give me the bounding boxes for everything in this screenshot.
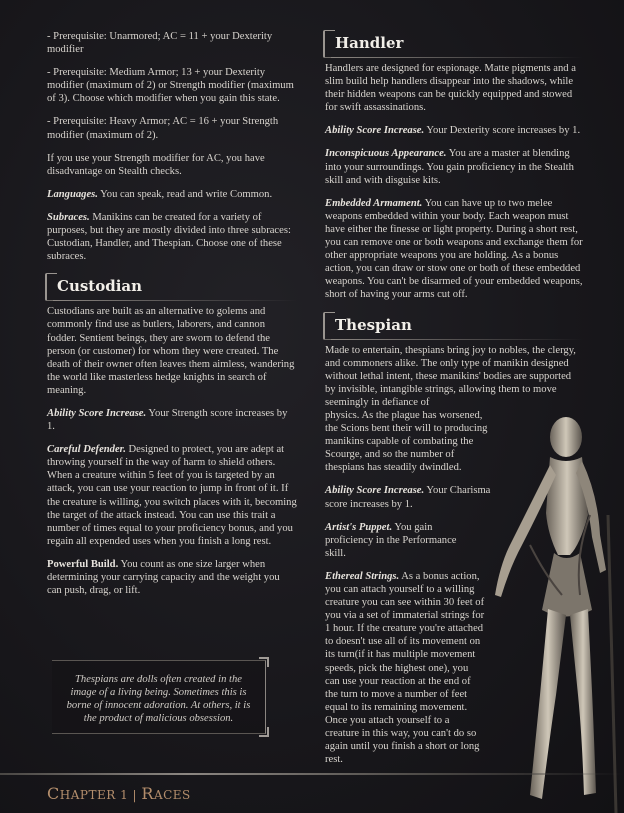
footer-separator: |	[132, 788, 138, 802]
quote-text: Thespians are dolls often created in the image of a living being. Sometimes this is borne of innocent adoration. At others, it is the product of malicious obsession.	[66, 674, 251, 724]
heading-flourish	[45, 273, 57, 301]
left-column	[47, 30, 297, 607]
artists-puppet-text: You gain proficiency in the Performance skill.	[325, 521, 457, 559]
ethereal-strings-lead: Ethereal Strings.	[325, 570, 400, 582]
custodian-intro: Custodians are built as an alternative to golems and commonly find use as butlers, laborers, and cannon fodder. Sentient beings, they are sworn to defend the person (or customer) for whom they were created. The death of their owner often leaves them aimless, wandering the world like masterless hedge knights in search of meaning.	[47, 306, 295, 396]
thespian-asi-text: Your Charisma score increases by 1.	[325, 485, 491, 510]
powerful-build-text: You count as one size larger when determining your carrying capacity and the weight you can push, drag, or lift.	[47, 558, 280, 597]
languages-text: You can speak, read and write Common.	[97, 188, 273, 200]
subraces-text: Manikins can be created for a variety of purposes, but they are mostly divided into three subraces: Custodian, Handler, and Thespian. Choose one of these subraces.	[47, 211, 291, 263]
artists-puppet-trait	[325, 521, 475, 560]
custodian-asi-text: Your Strength score increases by 1.	[47, 407, 288, 433]
strength-ac-note: If you use your Strength modifier for AC, you have disadvantage on Stealth checks.	[47, 152, 265, 177]
heading-flourish	[323, 312, 335, 340]
ethereal-strings-text: As a bonus action, you can attach yourself to a willing creature you can see within 30 feet of you via a set of immaterial strings for 1 hour. If the creature you're attached to doesn't use all of its movement on its turn(if it has multiple movement speeds, pick the highest one), you can use your reaction at the end of the turn to move a number of feet equal to its remaining movement. Once you attach yourself to a creature in this way, you can't do so again until you finish a short or long rest.	[325, 570, 485, 766]
embedded-armament-lead: Embedded Armament.	[325, 197, 423, 209]
thespian-asi-lead: Ability Score Increase.	[325, 485, 425, 497]
subraces-trait	[47, 211, 297, 263]
sidebar-quote	[52, 660, 266, 734]
footer-chapter-rest: HAPTER 1	[59, 788, 129, 802]
heading-flourish	[323, 30, 335, 58]
thespian-intro-1: Made to entertain, thespians bring joy to nobles, the clergy, and commoners alike. The only type of manikin designed without lethal intent, these manikins' bodies are supported by invisible, intangible strings, allowing them to move seemingly in defiance of	[325, 344, 576, 408]
handler-asi-lead: Ability Score Increase.	[325, 125, 425, 137]
custodian-heading	[47, 273, 297, 299]
handler-asi-text: Your Dexterity score increases by 1.	[424, 125, 581, 137]
heading-underline	[331, 57, 583, 58]
footer-races-rest: ACES	[153, 788, 191, 802]
handler-intro: Handlers are designed for espionage. Matte pigments and a slim build help handlers disappear into the shadows, while their hidden weapons can be quickly equipped and stowed for swift assassinations.	[325, 63, 576, 114]
footer-races-initial: R	[141, 784, 154, 803]
embedded-armament-text: You can have up to two melee weapons embedded within your body. Each weapon must have either the finesse or light property. During a short rest, you can remove one or both weapons and exchange them for other appropriate weapons you are holding. As a bonus action, you can draw or stow one or both of these embedded weapons. You can't be disarmed of your embedded weapons, short of having your arms cut off.	[325, 197, 583, 301]
thespian-heading-text: Thespian	[335, 315, 412, 334]
right-column	[325, 30, 583, 776]
heading-underline	[331, 339, 583, 340]
languages-trait	[47, 188, 297, 201]
footer-chapter-initial: C	[47, 784, 60, 803]
ethereal-strings-trait	[325, 570, 485, 766]
artists-puppet-lead: Artist's Puppet.	[325, 521, 393, 533]
careful-defender-text: Designed to protect, you are adept at throwing yourself in the way of harm to shield others. When a creature within 5 feet of you is targeted by an attack, you can use your reaction to jump in front of it. If the creature is willing, you switch places with it, becoming the target of the attack instead. You can use this trait a number of times equal to your proficiency bonus, and you regain all expended uses when you finish a long rest.	[47, 444, 297, 547]
handler-heading-text: Handler	[335, 34, 404, 52]
powerful-build-lead: Powerful Build.	[47, 558, 119, 570]
thespian-intro-2: physics. As the plague has worsened, the Scions bent their will to producing manikins capable of combating the Scourge, and so the number of thespians has steadily dwindled.	[325, 409, 488, 474]
handler-asi-trait	[325, 124, 583, 137]
careful-defender-lead: Careful Defender.	[47, 444, 126, 456]
thespian-asi-trait	[325, 484, 495, 510]
inconspicuous-trait	[325, 147, 583, 186]
prereq-medium-armor: - Prerequisite: Medium Armor; 13 + your Dexterity modifier (maximum of 2) or Strength modifier (maximum of 3). Choose which modifier when you gain this state.	[47, 67, 294, 105]
heading-underline	[53, 300, 297, 301]
careful-defender-trait	[47, 443, 297, 548]
thespian-intro-cont	[325, 409, 495, 474]
quote-corner-bottom	[259, 727, 269, 737]
embedded-armament-trait	[325, 197, 583, 302]
thespian-heading	[325, 312, 583, 338]
inconspicuous-lead: Inconspicuous Appearance.	[325, 148, 447, 160]
inconspicuous-text: You are a master at blending into your surroundings. You gain proficiency in the Stealth skill and with disguise kits.	[325, 148, 574, 186]
subraces-lead: Subraces.	[47, 211, 90, 223]
handler-heading	[325, 30, 583, 56]
custodian-asi-trait	[47, 407, 297, 433]
prereq-heavy-armor: - Prerequisite: Heavy Armor; AC = 16 + your Strength modifier (maximum of 2).	[47, 116, 279, 141]
custodian-asi-lead: Ability Score Increase.	[47, 407, 147, 419]
thespian-intro	[325, 344, 583, 409]
quote-corner-top	[259, 657, 269, 667]
figure-staff	[608, 515, 616, 813]
footer-divider	[0, 773, 624, 775]
languages-lead: Languages.	[47, 188, 98, 200]
powerful-build-trait	[47, 558, 297, 597]
prereq-unarmored: - Prerequisite: Unarmored; AC = 11 + your Dexterity modifier	[47, 31, 273, 56]
custodian-heading-text: Custodian	[57, 277, 143, 296]
page-footer	[47, 784, 191, 803]
